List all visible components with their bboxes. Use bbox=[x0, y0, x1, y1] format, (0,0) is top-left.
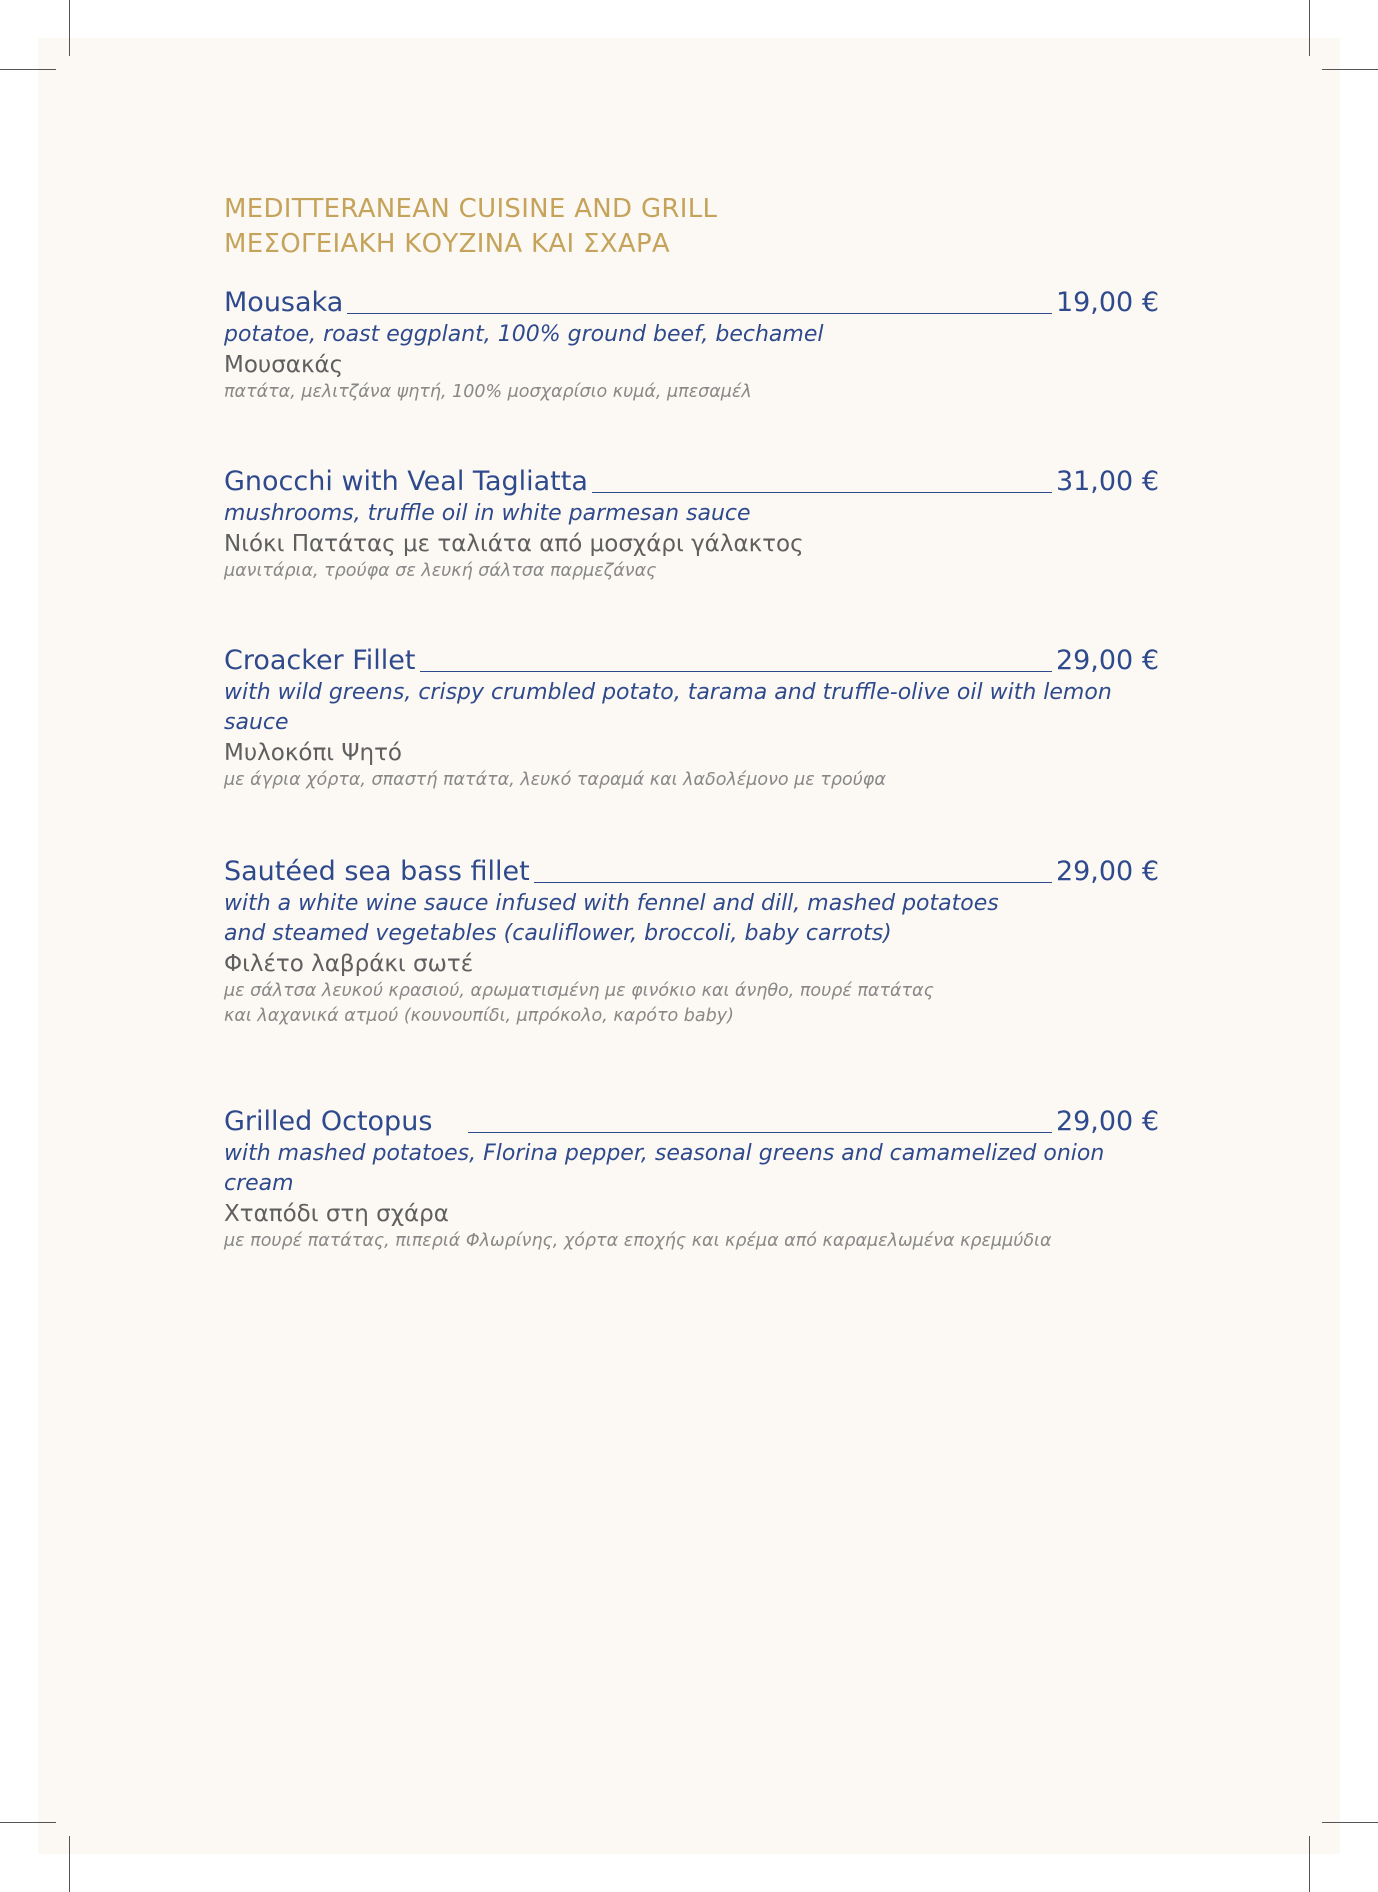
item-description-greek: με σάλτσα λευκού κρασιού, αρωματισμένη με φινόκιο και άνηθο, πουρέ πατάτας και λαχανικά ατμού (κουνουπίδι, μπρόκολο, καρότο baby) bbox=[224, 981, 934, 1026]
dot-leader bbox=[420, 670, 1052, 672]
item-description-greek: με πουρέ πατάτας, πιπεριά Φλωρίνης, χόρτα εποχής και κρέμα από καραμελωμένα κρεμμύδια bbox=[224, 1231, 1052, 1251]
item-description-greek: μανιτάρια, τρούφα σε λευκή σάλτσα παρμεζάνας bbox=[224, 561, 657, 581]
item-description-english: mushrooms, truffle oil in white parmesan sauce bbox=[224, 501, 751, 526]
crop-mark bbox=[1322, 69, 1378, 70]
item-title-row bbox=[224, 1105, 1159, 1139]
section-heading-english: MEDITTERANEAN CUISINE AND GRILL bbox=[224, 194, 718, 224]
item-name: Croacker Fillet bbox=[224, 645, 416, 676]
crop-mark bbox=[1309, 1836, 1310, 1892]
crop-mark bbox=[69, 0, 70, 56]
dot-leader bbox=[534, 881, 1052, 883]
menu-content bbox=[224, 192, 1159, 1254]
item-name-greek: Χταπόδι στη σχάρα bbox=[224, 1201, 449, 1227]
crop-mark bbox=[0, 69, 56, 70]
crop-mark bbox=[1309, 0, 1310, 56]
item-title-row bbox=[224, 286, 1159, 320]
item-name-greek: Νιόκι Πατάτας με ταλιάτα από μοσχάρι γάλακτος bbox=[224, 531, 804, 557]
menu-items bbox=[224, 286, 1159, 1254]
item-name-greek: Φιλέτο λαβράκι σωτέ bbox=[224, 951, 474, 977]
item-name: Gnocchi with Veal Tagliatta bbox=[224, 466, 588, 497]
section-heading bbox=[224, 192, 1159, 262]
crop-mark bbox=[0, 1822, 56, 1823]
section-heading-greek: ΜΕΣΟΓΕΙΑΚΗ ΚΟΥΖΙΝΑ ΚΑΙ ΣΧΑΡΑ bbox=[224, 229, 671, 259]
dot-leader bbox=[592, 491, 1052, 493]
item-title-row bbox=[224, 644, 1159, 678]
crop-mark bbox=[69, 1836, 70, 1892]
item-price: 29,00 € bbox=[1055, 1106, 1159, 1137]
item-name: Grilled Octopus bbox=[224, 1106, 433, 1137]
item-description-greek: πατάτα, μελιτζάνα ψητή, 100% μοσχαρίσιο κυμά, μπεσαμέλ bbox=[224, 382, 752, 402]
item-name-greek: Μουσακάς bbox=[224, 352, 344, 378]
item-description-english: with mashed potatoes, Florina pepper, seasonal greens and camamelized onion cream bbox=[224, 1141, 1105, 1196]
menu-item-croacker-fillet bbox=[224, 644, 1159, 793]
item-name-greek: Μυλοκόπι Ψητό bbox=[224, 740, 403, 766]
item-title-row bbox=[224, 855, 1159, 889]
item-description-english: potatoe, roast eggplant, 100% ground beef, bechamel bbox=[224, 322, 824, 347]
menu-item-grilled-octopus bbox=[224, 1105, 1159, 1254]
menu-item-mousaka bbox=[224, 286, 1159, 405]
menu-item-gnocchi bbox=[224, 465, 1159, 584]
item-description-greek: με άγρια χόρτα, σπαστή πατάτα, λευκό ταραμά και λαδολέμονο με τρούφα bbox=[224, 770, 886, 790]
dot-leader bbox=[468, 1131, 1052, 1133]
item-price: 31,00 € bbox=[1055, 466, 1159, 497]
item-description-english: with a white wine sauce infused with fennel and dill, mashed potatoes and steamed vegetables (cauliflower, broccoli, baby carrots) bbox=[224, 891, 999, 946]
item-description-english: with wild greens, crispy crumbled potato, tarama and truffle-olive oil with lemon sauce bbox=[224, 680, 1112, 735]
item-name: Mousaka bbox=[224, 287, 344, 318]
menu-item-sea-bass bbox=[224, 855, 1159, 1029]
item-price: 29,00 € bbox=[1055, 645, 1159, 676]
item-title-row bbox=[224, 465, 1159, 499]
crop-mark bbox=[1322, 1822, 1378, 1823]
item-price: 29,00 € bbox=[1055, 856, 1159, 887]
item-price: 19,00 € bbox=[1055, 287, 1159, 318]
item-name: Sautéed sea bass fillet bbox=[224, 856, 530, 887]
dot-leader bbox=[347, 312, 1052, 314]
